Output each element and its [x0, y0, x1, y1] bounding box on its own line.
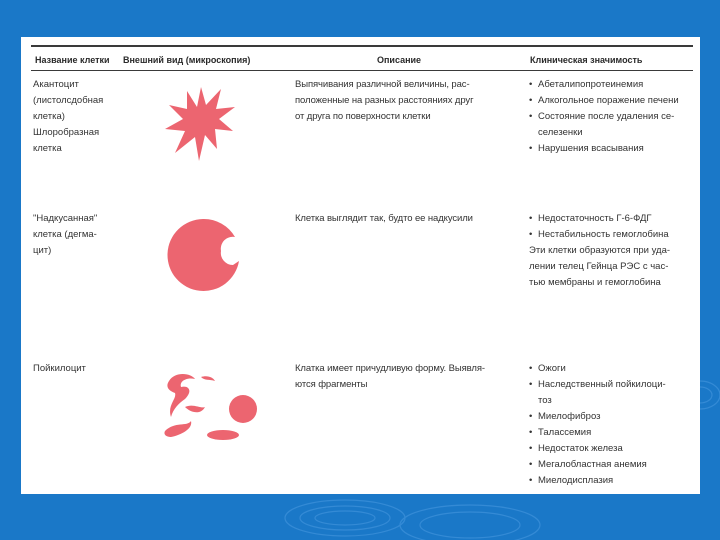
- header-image: Внешний вид (микроскопия): [123, 55, 251, 65]
- row-acanthocyte-significance: • Абеталипопротеинемия • Алкогольное поражение печени • Состояние после удаления се- селезенки • Нарушения всасывания: [529, 77, 689, 157]
- row-acanthocyte-description: Выпячивания различной величины, рас- положенные на разных расстояниях друг от друга по поверхности клетки: [295, 79, 474, 122]
- table-header-rule: [31, 70, 693, 71]
- row-poikilocyte-description: Клатка имеет причудливую форму. Выявля- ются фрагменты: [295, 363, 485, 390]
- poikilocyte-icon: [161, 369, 261, 445]
- row-bitten-cell-name: "Надкусанная" клетка (дегма- цит): [33, 213, 98, 256]
- bitten-cell-icon: [163, 215, 243, 295]
- cell-morphology-table: [21, 37, 700, 494]
- row-poikilocyte-significance: • Ожоги • Наследственный пойкилоци- тоз • Миелофиброз • Талассемия • Недостаток железа • Мегалобластная анемия • Миелодисплазия: [529, 361, 689, 489]
- table-top-rule: [31, 45, 693, 47]
- header-significance: Клиническая значимость: [530, 55, 643, 65]
- acanthocyte-icon: [161, 79, 241, 169]
- row-bitten-cell-significance: • Недостаточность Г-6-ФДГ • Нестабильность гемоглобина Эти клетки образуются при уда- лении телец Гейнца РЭС с час- тью мембраны и гемоглобина: [529, 211, 689, 291]
- header-name: Название клетки: [35, 55, 110, 65]
- row-acanthocyte-name: Акантоцит (листолсдобная клетка) Шлоробразная клетка: [33, 79, 104, 154]
- row-bitten-cell-description: Клетка выглядит так, будто ее надкусили: [295, 213, 473, 224]
- header-description: Описание: [377, 55, 422, 65]
- row-poikilocyte-name: Пойкилоцит: [33, 363, 86, 374]
